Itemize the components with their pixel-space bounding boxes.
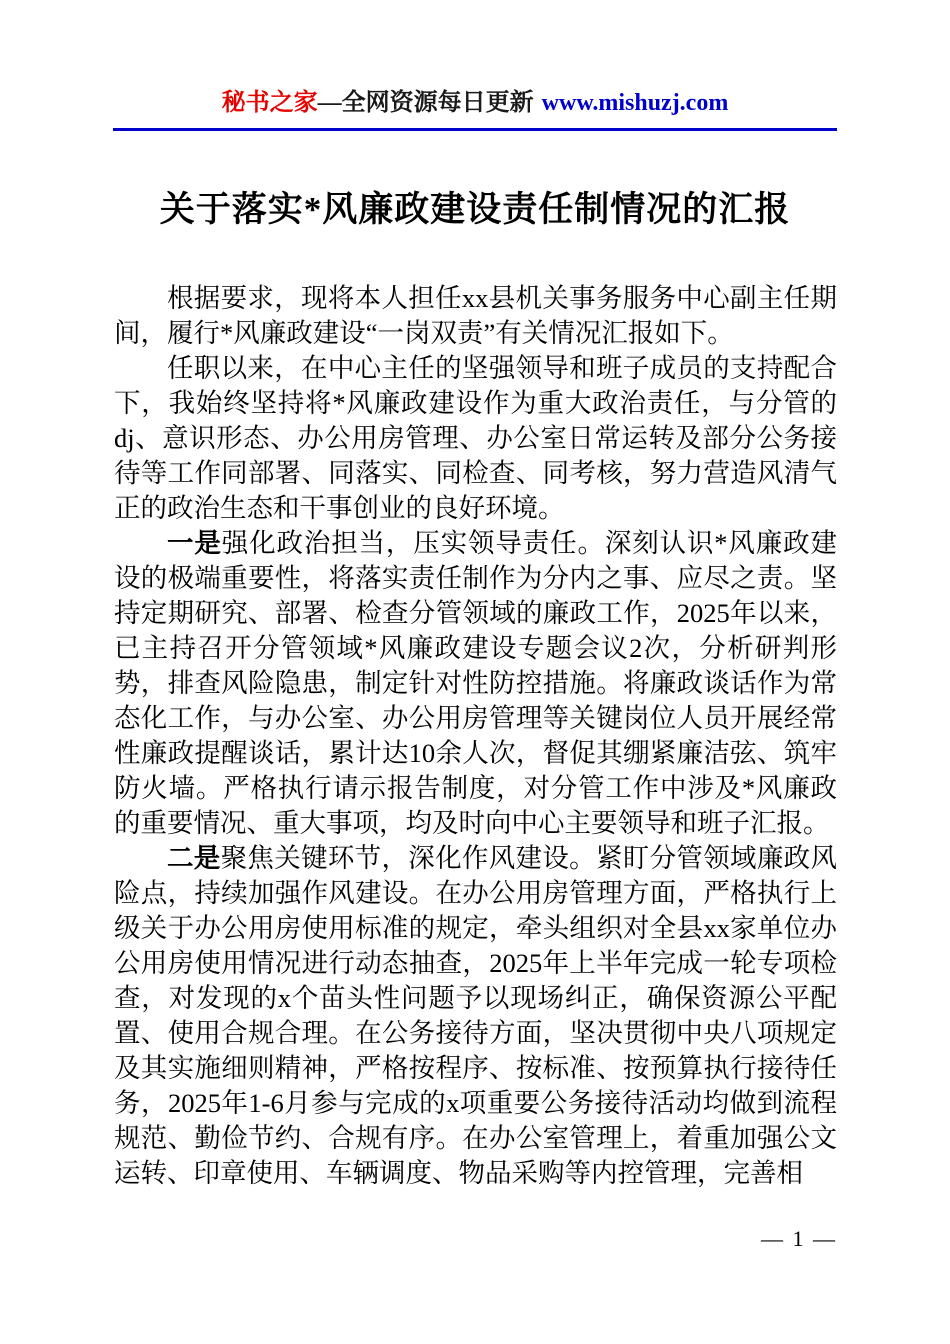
paragraph-4 — [114, 841, 837, 1191]
paragraph-3 — [114, 526, 837, 841]
header-tagline: —全网资源每日更新 — [317, 90, 534, 116]
paragraph-text: 任职以来，在中心主任的坚强领导和班子成员的支持配合下，我始终坚持将*风廉政建设作为重大政治责任，与分管的dj、意识形态、办公用房管理、办公室日常运转及部分公务接待等工作同部署、同落实、同检查、同考核，努力营造风清气正的政治生态和干事创业的良好环境。 — [114, 353, 837, 523]
page-number: — 1 — — [761, 1226, 837, 1251]
site-url-link[interactable]: www.mishuzj.com — [541, 90, 729, 116]
paragraph-1 — [114, 281, 837, 351]
paragraph-2 — [114, 351, 837, 526]
header-divider-rule — [113, 128, 837, 131]
site-name: 秘书之家 — [221, 90, 318, 116]
paragraph-text: 强化政治担当，压实领导责任。深刻认识*风廉政建设的极端重要性，将落实责任制作为分内之事、应尽之责。坚持定期研究、部署、检查分管领域的廉政工作，2025年以来，已主持召开分管领域*风廉政建设专题会议2次，分析研判形势，排查风险隐患，制定针对性防控措施。将廉政谈话作为常态化工作，与办公室、办公用房管理等关键岗位人员开展经常性廉政提醒谈话，累计达10余人次，督促其绷紧廉洁弦、筑牢防火墙。严格执行请示报告制度，对分管工作中涉及*风廉政的重要情况、重大事项，均及时向中心主要领导和班子汇报。 — [114, 528, 838, 838]
paragraph-lead: 一是 — [167, 528, 222, 558]
page-header — [113, 82, 837, 117]
paragraph-lead: 二是 — [167, 843, 221, 873]
paragraph-text: 根据要求，现将本人担任xx县机关事务服务中心副主任期间，履行*风廉政建设“一岗双责”有关情况汇报如下。 — [114, 283, 837, 348]
document-body — [114, 281, 837, 1191]
document-title: 关于落实*风廉政建设责任制情况的汇报 — [159, 190, 791, 229]
page-footer — [113, 1226, 837, 1252]
paragraph-text: 聚焦关键环节，深化作风建设。紧盯分管领域廉政风险点，持续加强作风建设。在办公用房管理方面，严格执行上级关于办公用房使用标准的规定，牵头组织对全县xx家单位办公用房使用情况进行动态抽查，2025年上半年完成一轮专项检查，对发现的x个苗头性问题予以现场纠正，确保资源公平配置、使用合规合理。在公务接待方面，坚决贯彻中央八项规定及其实施细则精神，严格按程序、按标准、按预算执行接待任务，2025年1-6月参与完成的x项重要公务接待活动均做到流程规范、勤俭节约、合规有序。在办公室管理上，着重加强公文运转、印章使用、车辆调度、物品采购等内控管理，完善相 — [114, 843, 837, 1188]
